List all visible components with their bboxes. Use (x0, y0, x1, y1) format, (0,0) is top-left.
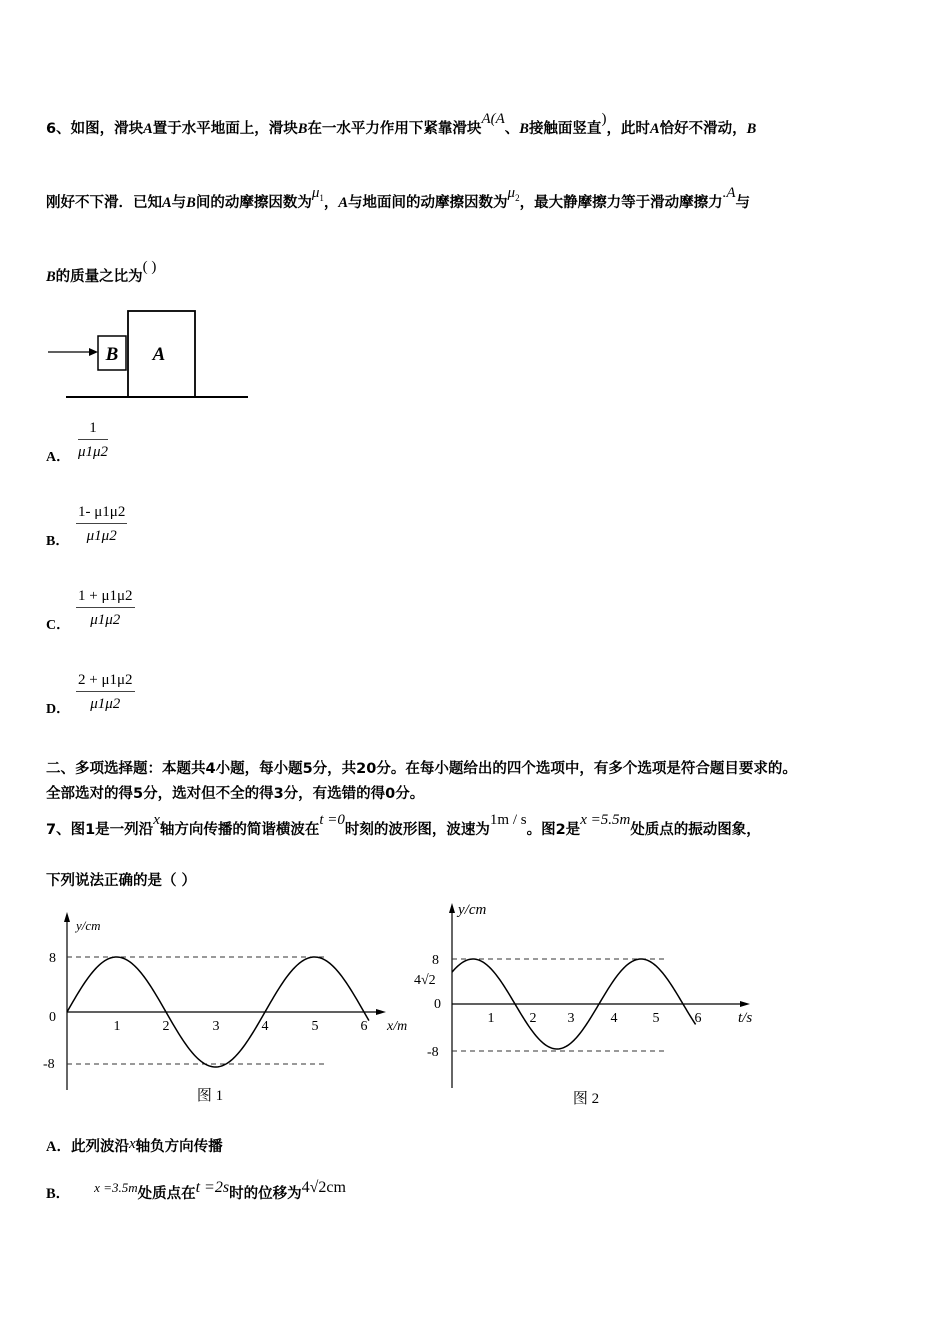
fig1-xtick-6: 6 (360, 1019, 368, 1034)
option-b-label: B． (46, 534, 70, 549)
option-c-denominator: μ1μ2 (90, 612, 121, 628)
q7-figure-2 (410, 898, 770, 1113)
fig2-xtick-4: 4 (610, 1011, 618, 1026)
q6-block-figure (44, 305, 254, 405)
option-a-fraction (78, 420, 108, 461)
fig2-ytick-0: 0 (434, 997, 441, 1012)
q7-line-1: 7、图1是一列沿x轴方向传播的简谐横波在t =0时刻的波形图，波速为1m / s。图2是x =5.5m处质点的振动图象， (46, 812, 761, 838)
option-a-label: A． (46, 450, 71, 465)
fig1-ytick-neg8: -8 (43, 1057, 55, 1072)
q7-option-a: A．此列波沿x轴负方向传播 (46, 1136, 223, 1155)
fig2-caption: 图 2 (572, 1091, 600, 1107)
fig2-xtick-5: 5 (652, 1011, 660, 1026)
fig2-ytick-4root2: 4√2 (414, 973, 436, 988)
fig1-ylabel: y/cm (76, 918, 101, 933)
option-a-numerator: 1 (78, 420, 108, 440)
section2-line-1: 二、多项选择题：本题共4小题，每小题5分，共20分。在每小题给出的四个选项中，有多个选项是符合题目要求的。 (46, 761, 797, 777)
fig2-xtick-1: 1 (487, 1011, 495, 1026)
block-a-label: A (152, 344, 166, 365)
fig2-ytick-neg8: -8 (427, 1045, 439, 1060)
option-b-fraction (76, 504, 127, 545)
q6-line-1: 6、如图，滑块A置于水平地面上，滑块B在一水平力作用下紧靠滑块A(A、B接触面竖直)，此时A恰好不滑动，B (46, 111, 757, 137)
option-b-denominator: μ1μ2 (86, 528, 117, 544)
fig2-ytick-8: 8 (432, 953, 439, 968)
option-d-denominator: μ1μ2 (90, 696, 121, 712)
fig2-ylabel: y/cm (458, 902, 487, 918)
force-arrow-head (89, 348, 98, 356)
fig1-xtick-1: 1 (113, 1019, 121, 1034)
fig2-xtick-6: 6 (694, 1011, 702, 1026)
fig1-ytick-0: 0 (49, 1010, 56, 1025)
q7-line-2: 下列说法正确的是（ ） (46, 873, 197, 889)
q7-option-b: B． x =3.5m处质点在t =2s时的位移为4√2cm (46, 1179, 346, 1202)
option-c-label: C． (46, 618, 71, 633)
fig1-xtick-4: 4 (261, 1019, 269, 1034)
option-d-fraction (76, 672, 135, 713)
option-d-numerator: 2 + μ1μ2 (76, 672, 135, 692)
fig1-ytick-8: 8 (49, 951, 56, 966)
fig1-x-arrow (376, 1009, 386, 1015)
fig1-y-arrow (64, 912, 70, 922)
fig2-y-arrow (449, 903, 455, 913)
option-a-denominator: μ1μ2 (78, 444, 109, 460)
q6-line-2: 刚好不下滑．已知A与B间的动摩擦因数为$\mu_1$，A与地面间的动摩擦因数为$\mu_2$，最大静摩擦力等于滑动摩擦力.A与 (46, 185, 750, 211)
fig1-xlabel: x/m (387, 1019, 408, 1034)
section2-line-2: 全部选对的得5分，选对但不全的得3分，有选错的得0分。 (46, 786, 425, 802)
option-c-fraction (76, 588, 135, 629)
fig1-caption: 图 1 (196, 1088, 224, 1104)
fig2-xtick-3: 3 (567, 1011, 575, 1026)
fig2-xlabel: t/s (738, 1010, 753, 1026)
option-d-label: D． (46, 702, 71, 717)
option-c-numerator: 1 + μ1μ2 (76, 588, 135, 608)
fig2-x-arrow (740, 1001, 750, 1007)
option-b-numerator: 1- μ1μ2 (76, 504, 127, 524)
block-b-label: B (105, 344, 119, 365)
fig1-xtick-3: 3 (212, 1019, 220, 1034)
q7-figure-1 (40, 910, 420, 1110)
q6-line-3: B的质量之比为( ) (46, 259, 157, 285)
fig1-xtick-2: 2 (162, 1019, 170, 1034)
fig2-xtick-2: 2 (529, 1011, 537, 1026)
fig1-xtick-5: 5 (311, 1019, 319, 1034)
